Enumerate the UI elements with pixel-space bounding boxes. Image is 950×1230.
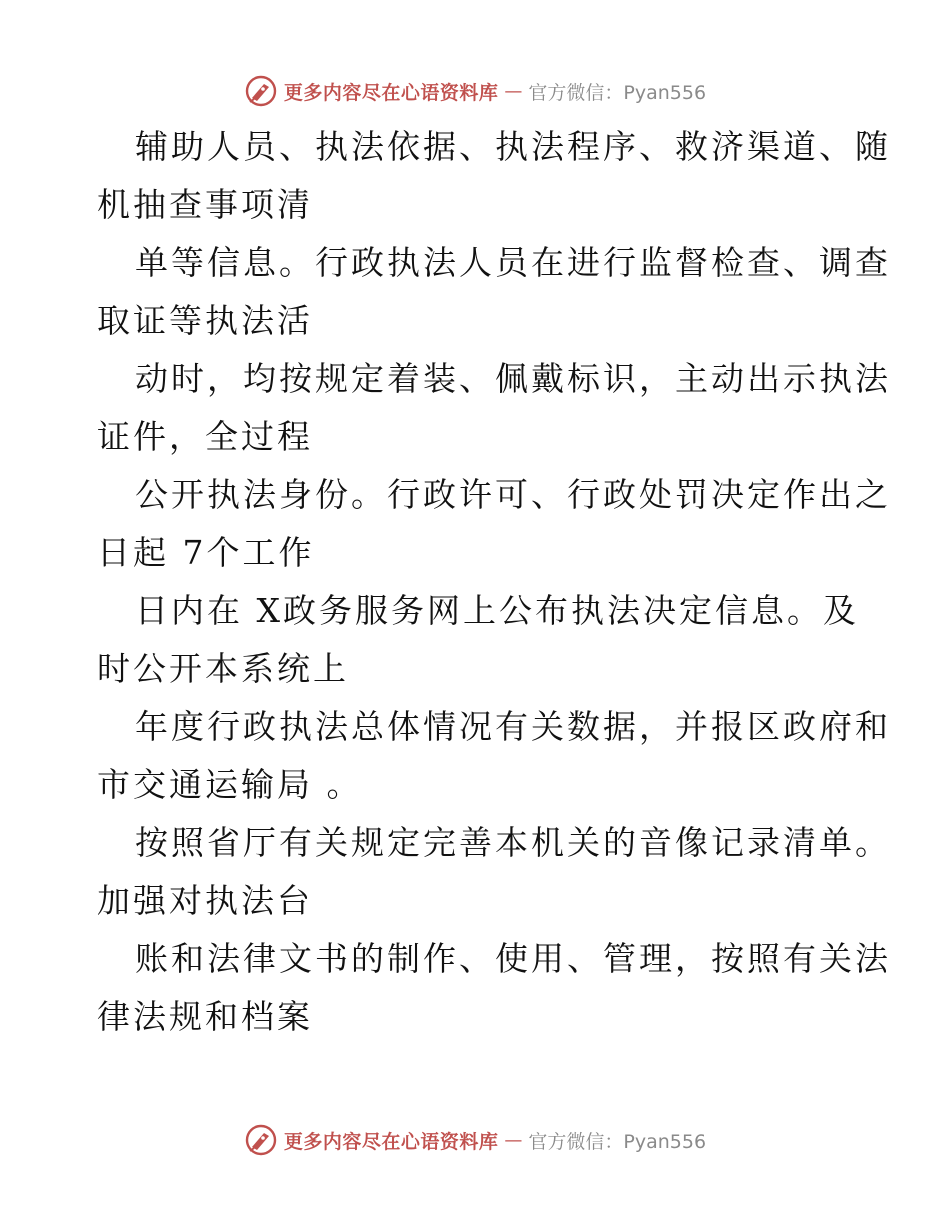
paragraph-line: 加强对执法台 (97, 881, 313, 920)
paragraph-line: 年度行政执法总体情况有关数据，并报区政府和 (135, 707, 891, 746)
watermark-wechat-text: 官方微信：Pyan556 (528, 1130, 707, 1153)
pen-nib-logo-icon (244, 1123, 278, 1157)
header-watermark (0, 71, 950, 111)
watermark-brand-text: 更多内容尽在心语资料库 (283, 1130, 499, 1153)
watermark-separator: — (504, 1129, 523, 1151)
paragraph-line: 机抽查事项清 (97, 185, 313, 224)
document-body (97, 118, 891, 1046)
pen-nib-logo-icon (244, 74, 278, 108)
paragraph-line: 日起 7个工作 (97, 533, 315, 572)
paragraph-line: 公开执法身份。行政许可、行政处罚决定作出之 (135, 475, 891, 514)
paragraph (97, 234, 891, 350)
paragraph (97, 698, 891, 814)
paragraph-line: 辅助人员、执法依据、执法程序、救济渠道、随 (135, 127, 891, 166)
paragraph-line: 市交通运输局 。 (97, 765, 363, 804)
paragraph-line: 取证等执法活 (97, 301, 313, 340)
paragraph (97, 466, 891, 582)
paragraph-line: 动时，均按规定着装、佩戴标识，主动出示执法 (135, 359, 891, 398)
paragraph-line: 证件，全过程 (97, 417, 313, 456)
paragraph-line: 按照省厅有关规定完善本机关的音像记录清单。 (135, 823, 891, 862)
paragraph-line: 账和法律文书的制作、使用、管理，按照有关法 (135, 939, 891, 978)
footer-watermark (0, 1120, 950, 1160)
paragraph-line: 律法规和档案 (97, 997, 313, 1036)
watermark-brand-text: 更多内容尽在心语资料库 (283, 81, 499, 104)
paragraph-line: 单等信息。行政执法人员在进行监督检查、调查 (135, 243, 891, 282)
paragraph (97, 582, 857, 698)
paragraph (97, 350, 891, 466)
watermark-separator: — (504, 80, 523, 102)
paragraph (97, 118, 891, 234)
paragraph-line: 日内在 X政务服务网上公布执法决定信息。及 (135, 591, 859, 630)
watermark-wechat-text: 官方微信：Pyan556 (528, 81, 707, 104)
paragraph (97, 930, 891, 1046)
paragraph-line: 时公开本系统上 (97, 649, 349, 688)
paragraph (97, 814, 891, 930)
